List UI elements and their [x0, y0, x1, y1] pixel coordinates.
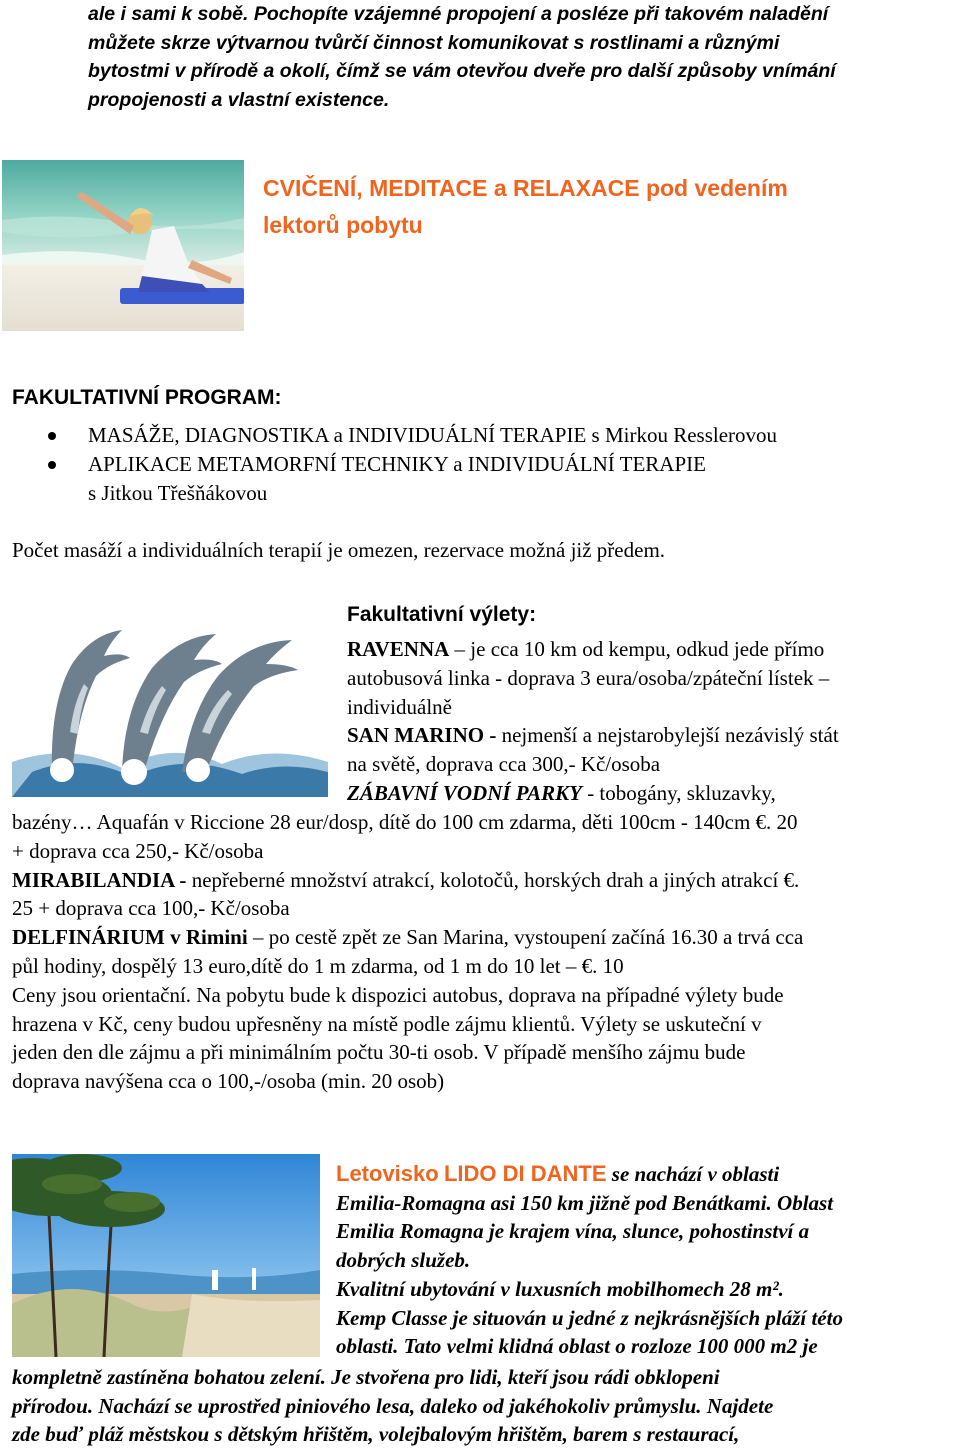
mirabilandia-text: nepřeberné množství atrakcí, kolotočů, horských drah a jiných atrakcí €. — [186, 867, 800, 892]
parks-line: + doprava cca 250,- Kč/osoba — [12, 838, 264, 863]
resort-line: oblasti. Tato velmi klidná oblast o rozloze 100 000 m2 je — [336, 1334, 818, 1359]
trips-note-line: doprava navýšena cca o 100,-/osoba (min. 20 osob) — [12, 1069, 445, 1094]
ravenna-line: autobusová linka - doprava 3 eura/osoba/zpáteční lístek – — [347, 665, 830, 690]
resort-line: Emilia-Romagna asi 150 km jižně pod Benátkami. Oblast — [336, 1190, 834, 1215]
trips-right-column — [347, 635, 839, 808]
resort-full-width — [12, 1363, 773, 1449]
list-item-text: MASÁŽE, DIAGNOSTIKA a INDIVIDUÁLNÍ TERAPIE s Mirkou Resslerovou — [88, 423, 778, 447]
exercise-heading-line: CVIČENÍ, MEDITACE a RELAXACE pod vedením — [263, 175, 788, 201]
list-item-text: APLIKACE METAMORFNÍ TECHNIKY a INDIVIDUÁLNÍ TERAPIE — [88, 452, 706, 476]
mirabilandia-line — [12, 866, 803, 895]
resort-title-rest: se nachází v oblasti — [606, 1162, 780, 1186]
resort-line: Kemp Classe je situován u jedné z nejkrásnějších pláží této — [336, 1305, 843, 1330]
resort-title-line — [336, 1160, 843, 1189]
delfinarium-line: půl hodiny, dospělý 13 euro,dítě do 1 m zdarma, od 1 m do 10 let – €. 10 — [12, 953, 624, 978]
bullet-icon — [48, 461, 56, 469]
intro-line: můžete skrze výtvarnou tvůrčí činnost komunikovat s rostlinami a různými — [88, 31, 780, 54]
resort-right-column — [336, 1160, 843, 1361]
intro-line: propojenosti a vlastní existence. — [88, 88, 390, 111]
resort-line: kompletně zastíněna bohatou zelení. Je stvořena pro lidi, kteří jsou rádi obklopeni — [12, 1365, 720, 1389]
mirabilandia-title: MIRABILANDIA - — [12, 867, 187, 892]
parks-line: bazény… Aquafán v Riccione 28 eur/dosp, dítě do 100 cm zdarma, děti 100cm - 140cm €. 20 — [12, 810, 798, 834]
bullet-icon — [48, 432, 56, 440]
trips-note-line: hrazena v Kč, ceny budou upřesněny na místě podle zájmu klientů. Výlety se uskuteční v — [12, 1011, 762, 1036]
trips-full-width — [12, 808, 803, 1096]
sanmarino-line — [347, 721, 839, 750]
delfinarium-title: DELFINÁRIUM v Rimini — [12, 925, 248, 950]
yoga-beach-image — [2, 160, 244, 331]
dolphins-image — [12, 612, 328, 797]
sanmarino-text: nejmenší a nejstarobylejší nezávislý stát — [496, 723, 839, 748]
trips-note-line: Ceny jsou orientační. Na pobytu bude k dispozici autobus, doprava na případné výlety bude — [12, 982, 784, 1007]
program-note: Počet masáží a individuálních terapií je omezen, rezervace možná již předem. — [12, 538, 666, 562]
trips-note-line: jeden den dle zájmu a při minimálním počtu 30-ti osob. V případě menšího zájmu bude — [12, 1040, 746, 1065]
resort-title-name: LIDO DI DANTE — [443, 1161, 607, 1186]
ravenna-title: RAVENNA — [347, 637, 450, 661]
resort-line: přírodou. Nachází se uprostřed piniového lesa, daleko od jakéhokoliv průmyslu. Najdete — [12, 1393, 774, 1418]
trips-heading: Fakultativní výlety: — [347, 603, 537, 626]
intro-paragraph — [88, 0, 958, 114]
ravenna-text: – je cca 10 km od kempu, odkud jede přímo — [449, 637, 825, 661]
parks-text: - tobogány, skluzavky, — [581, 780, 776, 805]
resort-line: Kvalitní ubytování v luxusních mobilhomech 28 m². — [336, 1276, 784, 1301]
sanmarino-title: SAN MARINO - — [347, 723, 497, 748]
mirabilandia-line: 25 + doprava cca 100,- Kč/osoba — [12, 896, 290, 921]
delfinarium-text: – po cestě zpět ze San Marina, vystoupení začíná 16.30 a trvá cca — [247, 925, 804, 950]
resort-line: dobrých služeb. — [336, 1248, 471, 1273]
resort-line: zde buď pláž městskou s dětským hřištěm, volejbalovým hřištěm, barem s restaurací, — [12, 1422, 740, 1447]
exercise-heading — [263, 170, 788, 244]
resort-line: Emilia Romagna je krajem vína, slunce, pohostinství a — [336, 1219, 810, 1244]
ravenna-line: individuálně — [347, 694, 452, 719]
exercise-heading-line: lektorů pobytu — [263, 212, 423, 238]
ravenna-line — [347, 635, 839, 664]
optional-program-heading: FAKULTATIVNÍ PROGRAM: — [12, 386, 282, 409]
beach-image — [12, 1154, 320, 1357]
parks-title: ZÁBAVNÍ VODNÍ PARKY — [347, 780, 582, 805]
parks-line — [347, 779, 839, 808]
list-item-text-continuation: s Jitkou Třešňákovou — [88, 481, 268, 505]
intro-line: ale i sami k sobě. Pochopíte vzájemné propojení a posléze při takovém naladění — [88, 3, 829, 25]
resort-title-word: Letovisko — [336, 1161, 439, 1186]
intro-line: bytostmi v přírodě a okolí, čímž se vám otevřou dveře pro další způsoby vnímání — [88, 60, 836, 82]
sanmarino-line: na světě, doprava cca 300,- Kč/osoba — [347, 752, 661, 777]
delfinarium-line — [12, 923, 803, 952]
